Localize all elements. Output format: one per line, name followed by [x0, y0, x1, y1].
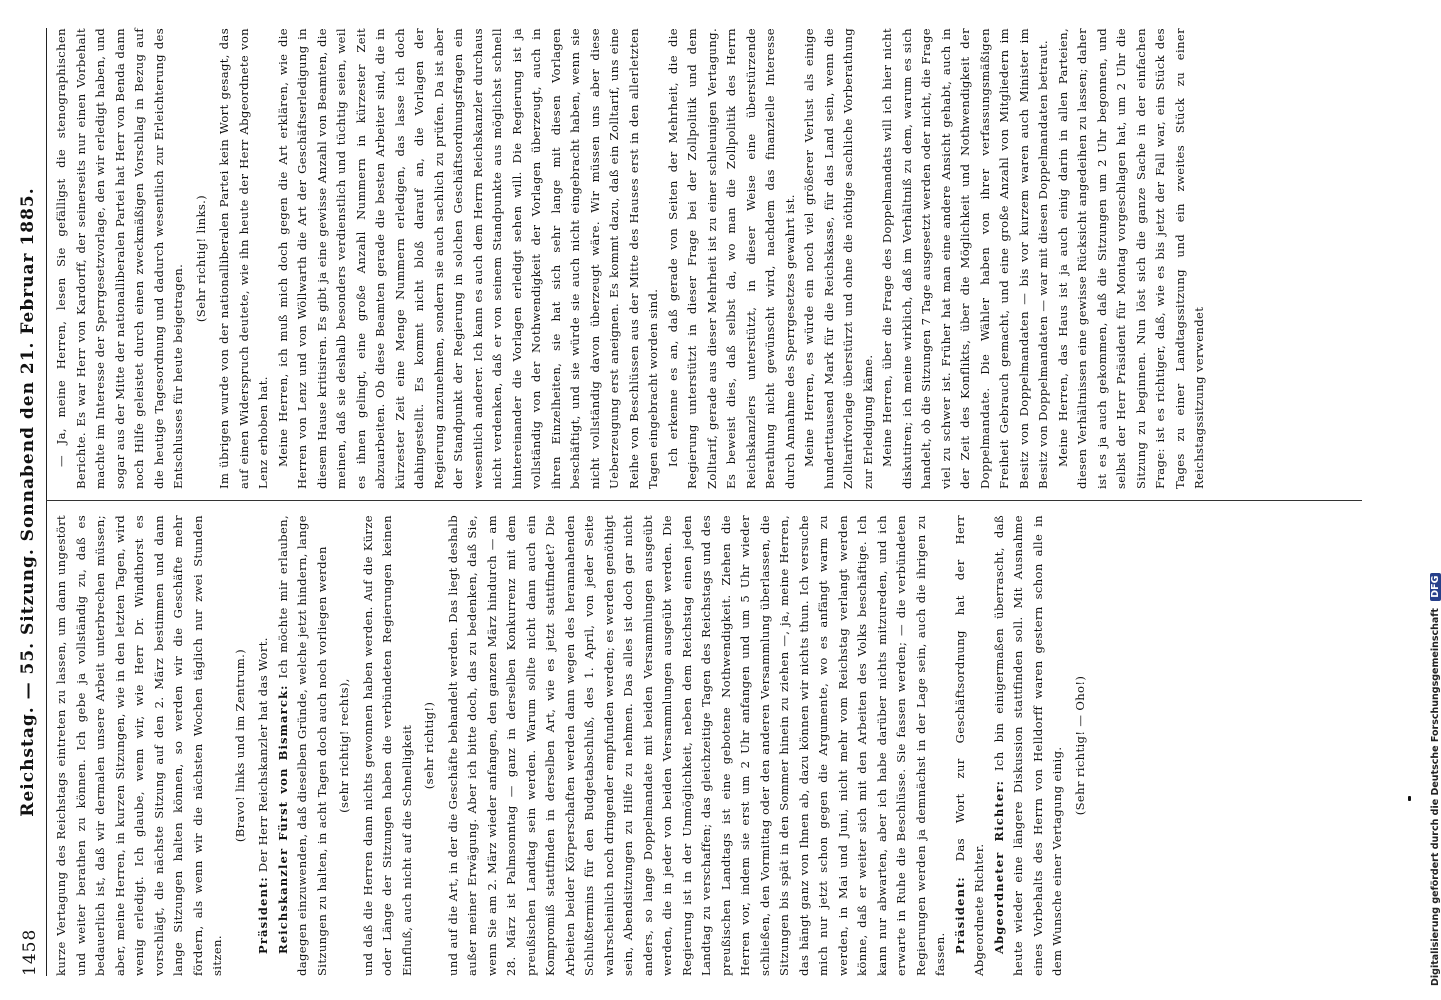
- speech-text: Das Wort zur Geschäftsordnung hat der Herr Abgeordnete Richter.: [952, 515, 986, 976]
- text-paragraph: Ich erkenne es an, daß gerade von Seiten der Mehrheit, die die Regierung unterstützt in dieser Frage bei der Zollpolitik und dem Zolltarif, gerade aus dieser Mehrheit ist zu einer schleunigen Vertagung. Es beweist dies, daß selbst da, wo man die Zollpolitik des Herrn Reichskanzlers unterstützt, in dieser Weise eine überstürzende Berathung nicht gewünscht wird, nachdem das finanzielle Interesse durch Annahme des Sperrgesetzes gewahrt ist.: [665, 28, 797, 489]
- speaker-paragraph: [990, 515, 1068, 976]
- page-number: 1458: [20, 928, 40, 976]
- speaker-paragraph: [254, 515, 274, 976]
- text-paragraph: und daß die Herren dann nichts gewonnen haben werden. Auf die Kürze oder Länge der Sitzungen haben die verbündeten Regierungen keinen Einfluß, auch nicht auf die Schnelligkeit: [360, 515, 414, 976]
- running-title: Reichstag. — 55. Sitzung. Sonnabend den 21. Februar 1885.: [18, 187, 38, 817]
- interjection: (sehr richtig! rechts),: [337, 678, 351, 813]
- text-paragraph: Meine Herren, über die Frage des Doppelmandats will ich hier nicht diskutiren; ich meine wirklich, daß im Verhältniß zu dem, warum es sich handelt, ob die Sitzungen 7 Tage ausgesetzt werden oder nicht, die Frage viel zu schwer ist. Früher hat man eine andere Ansicht gehabt, auch in der Zeit des Konflikts, über die Möglichkeit und Nothwendigkeit der Doppelmandate. Die Wähler haben von ihrer verfassungsmäßigen Freiheit Gebrauch gemacht, und eine große Anzahl von Mitgliedern im Besitz von Doppelmandaten — bis vor kurzem waren auch Minister im Besitz von Doppelmandaten — war mit diesen Doppelmandaten betraut.: [880, 28, 1050, 489]
- speech-text: Ich möchte mir erlauben, dagegen einzuwenden, daß dieselben Gründe, welche jetzt hindern, lange Sitzungen zu halten, in acht Tagen doch auch noch vorliegen werden: [275, 514, 329, 976]
- speaker-paragraph: [274, 515, 333, 976]
- text-paragraph: Meine Herren, ich muß mich doch gegen die Art erklären, wie die Herren von Lenz und von Wöllwarth die Art der Geschäftserledigung in diesem Hause kritisiren. Es gibt ja eine gewisse Anzahl von Beamten, die meinen, daß sie deshalb besonders verdienstlich und tüchtig seien, weil es ihnen gelingt, eine große Anzahl Nummern in kürzester Zeit abzuarbeiten. Ob diese Beamten gerade die besten Arbeiter sind, die in kürzester Zeit eine Menge Nummern erledigen, das lasse ich doch dahingestellt. Es kommt nicht bloß darauf an, die Vorlagen der Regierung anzunehmen, sondern sie auch sachlich zu prüfen. Da ist aber der Standpunkt der Regierung in solchen Geschäftsordnungsfragen ein wesentlich anderer. Ich kann es auch dem Herrn Reichskanzler durchaus nicht verdenken, daß er von seinem Standpunkte aus möglichst schnell hintereinander die Vorlagen erledigt sehen will. Die Regierung ist ja vollständig von der Nothwendigkeit der Vorlagen überzeugt, auch in ihren Einzelheiten, sie hat sich sehr lange mit diesen Vorlagen beschäftigt, und sie würde sie auch nicht eingebracht haben, wenn sie nicht vollständig davon überzeugt wäre. Wir müssen uns aber diese Ueberzeugung erst aneignen. Es kommt dazu, daß ein Zolltarif, uns eine Reihe von Beschlüssen aus der Mitte des Hauses erst in den allerletzten Tagen eingebracht worden sind.: [275, 28, 660, 489]
- interjection: (sehr richtig!): [422, 701, 436, 790]
- text-paragraph: — Ja, meine Herren, lesen Sie gefälligst die stenographischen Berichte. Es war Herr von Kardorff, der seinerseits nur einen Vorbehalt machte im Interesse der Sperrgesetzvorlage, den wir erledigt haben, und sogar aus der Mitte der nationalliberalen Partei hat Herr von Benda dann noch Hilfe geleistet durch einen zweckmäßigen Vorschlag in Bezug auf die heutige Tagesordnung und dadurch wesentlich zur Erleichterung des Entschlusses für heute beigetragen.: [54, 28, 185, 489]
- interjection: (Sehr richtig! links.): [193, 194, 208, 323]
- text-paragraph: und auf die Art, in der die Geschäfte behandelt werden. Das liegt deshalb außer meiner Erwägung. Aber ich bitte doch, das zu bedenken, daß Sie, wenn Sie am 2. März wieder anfangen, den ganzen März hindurch — am 28. März ist Palmsonntag — ganz in derselben Konkurrenz mit dem preußischen Landtag sein werden. Warum sollte nicht dann auch ein Kompromiß stattfinden in derselben Art, wie es jetzt stattfindet? Die Arbeiten beider Körperschaften werden dann wegen des herannahenden Schlußtermins für den Budgetabschluß, des 1. April, von jeder Seite wahrscheinlich noch dringender empfunden werden; es werden genöthigt sein, Abendsitzungen zu Hilfe zu nehmen. Das alles ist doch gar nicht anders, so lange Doppelmandate mit beiden Versammlungen ausgeübt werden, die in jeder von beiden Versammlungen ausgeübt werden. Die Regierung ist in der Unmöglichkeit, neben dem Reichstag einen jeden Landtag zu verschaffen; das gleichzeitige Tagen des Reichstags und des preußischen Landtags ist eine gebotene Nothwendigkeit. Ziehen die Herren vor, indem sie erst um 2 Uhr anfangen und um 5 Uhr wieder schließen, den Vormittag oder den anderen Versammlung überlassen, die Sitzungen bis spät in den Sommer hinein zu ziehen —, ja, meine Herren, das hängt ganz von Ihnen ab, dazu können wir nichts thun. Ich versuche mich nur jetzt schon gegen die Argumente, wo es anfängt warm zu werden, in Mai und Juni, nicht mehr vom Reichstag verlangt werden könne, daß er weiter sich mit den Arbeiten des Volks beschäftige. Ich kann nur abwarten, aber ich habe darüber nichts mitzureden, und ich erwarte in Ruhe die Beschlüsse. Sie fassen werden; — die verbündeten Regierungen werden ja demnächst in der Lage sein, auch die ihrigen zu fassen.: [445, 515, 947, 976]
- dfg-logo: DFG: [1430, 573, 1441, 601]
- speaker-name: Präsident:: [952, 876, 967, 954]
- scan-speck: [1408, 796, 1411, 801]
- text-paragraph: Meine Herren, das Haus ist ja auch einig darin in allen Parteien, diesen Verhältnissen eine gewisse Rücksicht angedeihen zu lassen; daher ist es ja auch gekommen, daß die Sitzungen um 2 Uhr begonnen, und selbst der Herr Präsident für Montag vorgeschlagen hat, um 2 Uhr die Sitzung zu beginnen. Nun löst sich die ganze Sache in der einfachen Frage: ist es richtiger, daß, wie es bis jetzt der Fall war, ein Stück des Tages zu einer Landtagssitzung und ein zweites Stück zu einer Reichstagssitzung verwendet: [1055, 28, 1206, 489]
- text-paragraph: Meine Herren, es würde ein noch viel größerer Verlust als einige hunderttausend Mark für die Reichskasse, für das Land sein, wenn die Zolltarifvorlage überstürzt und ohne die nöthige sachliche Vorberathung zur Erledigung käme.: [802, 28, 875, 489]
- speech-text: Der Herr Reichskanzler hat das Wort.: [256, 637, 270, 877]
- credit-text: Digitalisierung gefördert durch die Deutsche Forschungsgemeinschaft: [1430, 608, 1441, 986]
- speaker-name: Präsident:: [256, 876, 270, 954]
- text-columns: [52, 28, 1370, 976]
- text-paragraph: kurze Vertagung des Reichstags eintreten zu lassen, um dann ungestört und weiter berathen zu können. Ich gebe ja vollständig zu, daß es bedauerlich ist, daß wir dermalen unsere Arbeit unterbrechen müssen; aber, meine Herren, in kurzen Sitzungen, wie in den letzten Tagen, wird wenig erledigt. Ich glaube, wenn wir, wie Herr Dr. Windthorst es vorschlägt, die nächste Sitzung auf den 2. März bestimmen und dann lange Sitzungen halten können, so werden wir die Geschäfte mehr fördern, als wenn wir die nächsten Wochen täglich nur zwei Stunden sitzen.: [54, 515, 224, 976]
- text-paragraph: Im übrigen wurde von der nationalliberalen Partei kein Wort gesagt, das auf einen Widerspruch deutete, wie ihn heute der Herr Abgeordnete von Lenz erhoben hat.: [217, 28, 270, 489]
- speaker-paragraph: [951, 515, 990, 976]
- page-header: [12, 28, 47, 976]
- left-column: [52, 515, 1370, 976]
- right-column: [52, 28, 1370, 489]
- speech-text: Ich bin einigermaßen überrascht, daß heute wieder eine längere Diskussion stattfinden soll. Mit Ausnahme eines Vorbehalts des Herrn von Helldorff waren gestern schon alle in dem Wunsche einer Vertagung einig.: [991, 515, 1064, 976]
- speaker-name: Abgeordneter Richter:: [991, 780, 1006, 954]
- interjection: (Sehr richtig! — Oho!): [1072, 675, 1087, 816]
- digitization-credit: [1410, 0, 1441, 1000]
- speaker-name: Reichskanzler Fürst von Bismarck:: [275, 684, 290, 954]
- interjection: (Bravo! links und im Zentrum.): [232, 648, 247, 843]
